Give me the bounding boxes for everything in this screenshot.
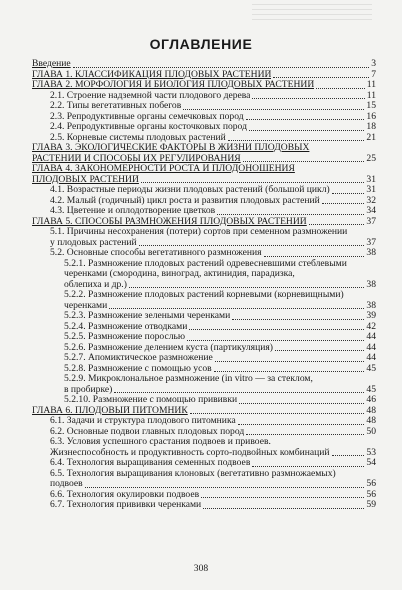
toc-entry-title: 5.2.1. Размножение плодовых растений одревесневшими стеблевыми — [64, 257, 347, 269]
dot-leader — [232, 319, 364, 320]
toc-entry-title: 5.2.6. Размножение делением куста (партикуляция) — [64, 342, 273, 353]
toc-entry — [32, 164, 376, 185]
dot-leader — [114, 392, 364, 393]
toc-entry — [32, 469, 376, 490]
dot-leader — [309, 224, 365, 225]
dot-leader — [189, 329, 364, 330]
toc-page-number: 56 — [366, 478, 376, 489]
dot-leader — [246, 119, 365, 120]
toc-entry — [32, 290, 376, 311]
dot-leader — [109, 308, 364, 309]
toc-entry-title: ПЛОДОВЫХ РАСТЕНИЙ — [32, 174, 139, 185]
toc-page-number: 39 — [366, 310, 376, 321]
dot-leader — [316, 88, 364, 89]
toc-page-number: 48 — [366, 415, 376, 426]
toc-entry-title-continued: черенками (смородина, виноград, актинидия, парадизка, — [64, 268, 295, 279]
toc-page-number: 25 — [366, 152, 376, 164]
dot-leader — [141, 182, 364, 183]
dot-leader — [203, 508, 364, 509]
toc-entry-title: в пробирке) — [64, 384, 113, 395]
toc-entry-title: 6.3. Условия успешного срастания подвоев и привоев. — [50, 437, 271, 447]
toc-entry-title: подвоев — [50, 479, 83, 489]
dot-leader — [243, 161, 365, 162]
dot-leader — [73, 67, 370, 68]
dot-leader — [139, 245, 365, 246]
dot-leader — [322, 203, 365, 204]
toc-page-number: 31 — [366, 184, 376, 195]
toc-entry — [32, 143, 376, 164]
toc-entry — [32, 332, 376, 343]
toc-page-number: 11 — [366, 79, 376, 90]
toc-page-number: 38 — [366, 247, 376, 258]
toc-entry-title: 2.3. Репродуктивные органы семечковых пород — [50, 111, 244, 122]
dot-leader — [190, 413, 365, 414]
page-number: 308 — [193, 563, 209, 574]
dot-leader — [85, 487, 365, 488]
toc-entry-title: 5.2.5. Размножение порослью — [64, 332, 186, 342]
toc-entry-title: РАСТЕНИЙ И СПОСОБЫ ИХ РЕГУЛИРОВАНИЯ — [32, 153, 241, 164]
toc-entry-title: 5.2. Основные способы вегетативного размножения — [50, 248, 262, 258]
toc-page-number: 34 — [366, 205, 376, 216]
toc-page-number: 37 — [366, 215, 376, 227]
toc-entry-title: 5.2.7. Апомиктическое размножение — [64, 353, 213, 363]
dot-leader — [249, 130, 364, 131]
toc-page-number: 44 — [366, 352, 376, 363]
dot-leader — [187, 340, 364, 341]
toc-entry — [32, 395, 376, 406]
toc-page-number: 56 — [366, 488, 376, 500]
toc-entry — [32, 490, 376, 501]
toc-page-number: 18 — [366, 121, 376, 132]
toc-entry-title: 2.4. Репродуктивные органы косточковых пород — [50, 122, 247, 132]
toc-entry-title: ГЛАВА 4. ЗАКОНОМЕРНОСТИ РОСТА И ПЛОДОНОШЕНИЯ — [32, 163, 295, 174]
toc-page-number: 44 — [366, 331, 376, 342]
dot-leader — [228, 140, 365, 141]
toc-entry — [32, 206, 376, 217]
toc-entry-title: 5.2.8. Размножение с помощью усов — [64, 363, 212, 374]
dot-leader — [332, 455, 365, 456]
dot-leader — [332, 193, 365, 194]
toc-page-number: 44 — [366, 341, 376, 353]
dot-leader — [252, 466, 364, 467]
toc-entry-title: ГЛАВА 2. МОРФОЛОГИЯ И БИОЛОГИЯ ПЛОДОВЫХ РАСТЕНИЙ — [32, 80, 315, 90]
dot-leader — [183, 109, 364, 110]
dot-leader — [275, 350, 364, 351]
toc-page-number: 50 — [366, 425, 376, 437]
toc-entry-title: 2.5. Корневые системы плодовых растений — [50, 132, 226, 143]
dot-leader — [264, 256, 365, 257]
toc-entry-title: 4.1. Возрастные периоды жизни плодовых растений (большой цикл) — [50, 185, 330, 195]
toc-page-number: 38 — [366, 278, 376, 290]
toc-entry — [32, 416, 376, 427]
toc-entry-title: ГЛАВА 5. СПОСОБЫ РАЗМНОЖЕНИЯ ПЛОДОВЫХ РАСТЕНИЙ — [32, 216, 307, 227]
toc-entry — [32, 343, 376, 354]
bleed-through-text — [252, 4, 372, 24]
dot-leader — [201, 497, 364, 498]
toc-entry — [32, 196, 376, 207]
dot-leader — [214, 371, 365, 372]
toc-page-number: 53 — [366, 446, 376, 458]
toc-entry-title: 6.4. Технология выращивания семенных подвоев — [50, 458, 251, 468]
toc-entry-title: 2.2. Типы вегетативных побегов — [50, 101, 182, 111]
toc-entry — [32, 91, 376, 102]
toc-page-number: 48 — [366, 404, 376, 416]
toc-entry — [32, 112, 376, 123]
toc-page-number: 7 — [371, 68, 376, 80]
toc-entry — [32, 427, 376, 438]
toc-page-number: 38 — [366, 299, 376, 311]
toc-entry-title: 2.1. Строение надземной части плодового дерева — [50, 90, 251, 101]
toc-entry-title: 6.7. Технология прививки черенками — [50, 500, 202, 510]
toc-entry-title: 5.2.4. Размножение отводками — [64, 321, 188, 332]
toc-entry-title: 5.2.10. Размножение с помощью прививки — [64, 395, 238, 405]
toc-entry-title: 5.2.2. Размножение плодовых растений корневыми (корневищными) — [64, 289, 344, 300]
toc-entry — [32, 259, 376, 291]
toc-entry-title: 6.2. Основные подвои главных плодовых пород — [50, 426, 245, 437]
toc-page-number: 42 — [366, 320, 376, 332]
toc-page-number: 32 — [366, 194, 376, 206]
toc-entry — [32, 311, 376, 322]
toc-entry — [32, 406, 376, 417]
toc-page-number: 16 — [366, 110, 376, 122]
toc-entry-title: облепиха и др.) — [64, 279, 127, 290]
toc-page-number: 59 — [366, 499, 376, 510]
toc-page-number: 37 — [366, 236, 376, 248]
toc-entry-title: у плодовых растений — [50, 237, 137, 248]
toc-entry-title: ГЛАВА 6. ПЛОДОВЫЙ ПИТОМНИК — [32, 405, 188, 416]
toc-entry — [32, 353, 376, 364]
dot-leader — [273, 77, 369, 78]
toc-entry — [32, 374, 376, 395]
toc-entry-title: 5.2.9. Микроклональное размножение (in vitro — за стеклом, — [64, 373, 313, 384]
toc-entry — [32, 70, 376, 81]
dot-leader — [217, 214, 364, 215]
toc-entry-title: 6.6. Технология окулировки подвоев — [50, 489, 200, 500]
dot-leader — [238, 424, 365, 425]
toc-entry-title: 5.2.3. Размножение зелеными черенками — [64, 311, 231, 321]
toc-page-number: 3 — [371, 58, 376, 69]
dot-leader — [215, 361, 365, 362]
toc-page-number: 54 — [366, 457, 376, 468]
dot-leader — [239, 403, 364, 404]
toc-entry — [32, 448, 376, 459]
toc-page-number: 46 — [366, 394, 376, 405]
toc-entry-title: 4.3. Цветение и оплодотворение цветков — [50, 206, 216, 216]
toc-entry-title: ГЛАВА 3. ЭКОЛОГИЧЕСКИЕ ФАКТОРЫ В ЖИЗНИ ПЛОДОВЫХ — [32, 142, 310, 153]
toc-page-number: 11 — [366, 89, 376, 101]
dot-leader — [252, 98, 364, 99]
toc-page-number: 45 — [366, 383, 376, 395]
toc-entry-title: Введение — [32, 59, 71, 69]
toc-entry — [32, 500, 376, 511]
toc-entry-title: 5.1. Причины несохранения (потери) сортов при семенном размножении — [50, 226, 348, 237]
toc-entry — [32, 185, 376, 196]
toc-entry-title: 4.2. Малый (годичный) цикл роста и развития плодовых растений — [50, 195, 320, 206]
table-of-contents — [32, 59, 376, 511]
toc-entry-title: Жизнеспособность и продуктивность сорто-подвойных комбинаций — [50, 447, 330, 458]
toc-page-number: 21 — [366, 131, 376, 143]
toc-entry-title: 6.5. Технология выращивания клоновых (вегетативно размножаемых) — [50, 467, 336, 479]
toc-entry — [32, 122, 376, 133]
page-title: ОГЛАВЛЕНИЕ — [149, 36, 253, 52]
toc-entry — [32, 437, 376, 448]
toc-entry — [32, 101, 376, 112]
dot-leader — [246, 434, 364, 435]
toc-entry — [32, 59, 376, 70]
toc-entry — [32, 322, 376, 333]
toc-entry-title: 6.1. Задачи и структура плодового питомника — [50, 416, 236, 426]
dot-leader — [129, 287, 365, 288]
toc-entry — [32, 80, 376, 91]
toc-entry — [32, 227, 376, 248]
toc-entry-title: ГЛАВА 1. КЛАССИФИКАЦИЯ ПЛОДОВЫХ РАСТЕНИЙ — [32, 69, 272, 80]
toc-page-number: 45 — [366, 362, 376, 374]
toc-entry-title: черенками — [64, 300, 108, 311]
toc-page-number: 31 — [366, 173, 376, 185]
toc-page-number: 15 — [366, 100, 376, 111]
